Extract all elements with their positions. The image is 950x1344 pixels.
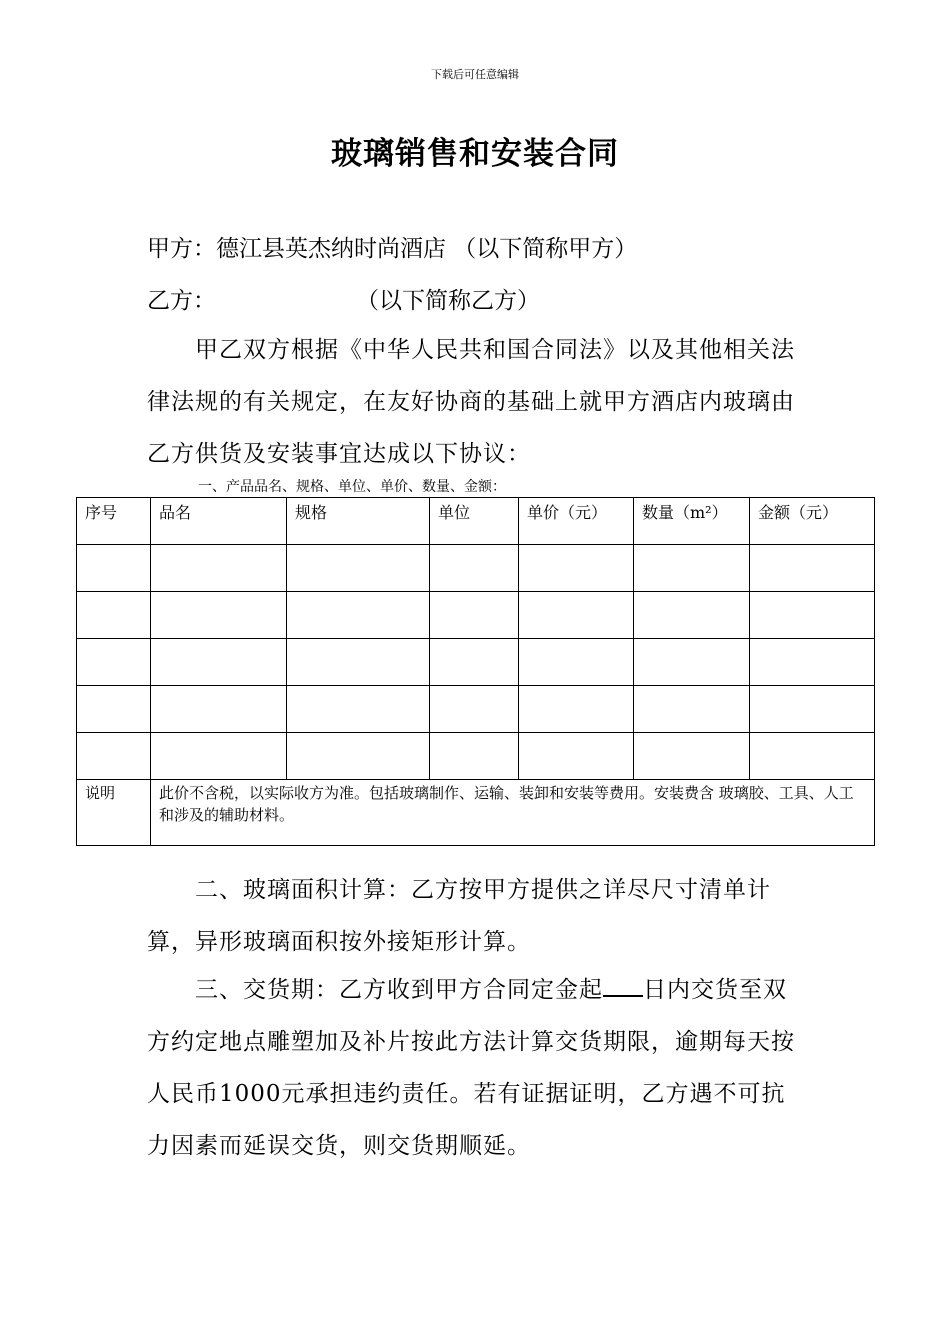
table-cell — [430, 639, 519, 686]
delivery-days-blank — [603, 975, 643, 997]
table-cell — [151, 545, 287, 592]
table-cell — [519, 733, 634, 780]
table-cell — [287, 686, 430, 733]
table-cell — [151, 733, 287, 780]
section3-text-post: 日内交货至双方约定地点雕塑加及补片按此方法计算交货期限，逾期每天按人民币1000元承担违约责任。若有证据证明，乙方遇不可抗力因素而延误交货，则交货期顺延。 — [147, 977, 795, 1159]
note-label: 说明 — [77, 780, 151, 846]
header-unit-price: 单价（元） — [519, 498, 634, 545]
table-cell — [151, 686, 287, 733]
table-cell — [430, 592, 519, 639]
table-row — [77, 639, 875, 686]
header-unit: 单位 — [430, 498, 519, 545]
table-cell — [750, 639, 875, 686]
table-cell — [634, 733, 750, 780]
table-cell — [77, 733, 151, 780]
table-cell — [519, 686, 634, 733]
table-cell — [750, 686, 875, 733]
party-b-line — [147, 282, 540, 315]
contract-title: 玻璃销售和安装合同 — [331, 136, 619, 172]
table-row — [77, 545, 875, 592]
table-cell — [634, 686, 750, 733]
section3-paragraph — [147, 964, 807, 1172]
table-row — [77, 686, 875, 733]
table-cell — [750, 733, 875, 780]
table-cell — [77, 545, 151, 592]
party-b-suffix: （以下简称乙方） — [356, 288, 540, 314]
table-cell — [750, 592, 875, 639]
table-cell — [287, 733, 430, 780]
section2-paragraph: 二、玻璃面积计算：乙方按甲方提供之详尽尺寸清单计算，异形玻璃面积按外接矩形计算。 — [147, 877, 771, 955]
product-table — [76, 497, 875, 846]
table-header-row — [77, 498, 875, 545]
table-cell — [287, 592, 430, 639]
table-cell — [634, 592, 750, 639]
header-index: 序号 — [77, 498, 151, 545]
table-cell — [151, 639, 287, 686]
header-amount: 金额（元） — [750, 498, 875, 545]
table-cell — [430, 686, 519, 733]
party-a-line: 甲方：德江县英杰纳时尚酒店 （以下简称甲方） — [147, 236, 638, 262]
table-cell — [77, 592, 151, 639]
table-cell — [519, 545, 634, 592]
table-cell — [77, 639, 151, 686]
table-cell — [430, 733, 519, 780]
intro-paragraph: 甲乙双方根据《中华人民共和国合同法》以及其他相关法律法规的有关规定，在友好协商的基础上就甲方酒店内玻璃由乙方供货及安装事宜达成以下协议： — [147, 337, 795, 467]
note-text: 此价不含税，以实际收方为准。包括玻璃制作、运输、装卸和安装等费用。安装费含 玻璃胶、工具、人工和涉及的辅助材料。 — [151, 780, 875, 846]
table-cell — [519, 639, 634, 686]
header-note: 下载后可任意编辑 — [431, 68, 519, 81]
header-product-name: 品名 — [151, 498, 287, 545]
table-row — [77, 733, 875, 780]
header-spec: 规格 — [287, 498, 430, 545]
table-cell — [519, 592, 634, 639]
section1-caption: 一、产品品名、规格、单位、单价、数量、金额： — [198, 479, 506, 495]
table-cell — [287, 639, 430, 686]
table-cell — [750, 545, 875, 592]
section3-text-pre: 三、交货期：乙方收到甲方合同定金起 — [195, 977, 603, 1003]
header-quantity: 数量（m²） — [634, 498, 750, 545]
table-cell — [430, 545, 519, 592]
table-cell — [77, 686, 151, 733]
table-cell — [287, 545, 430, 592]
table-row — [77, 592, 875, 639]
table-cell — [634, 639, 750, 686]
table-note-row — [77, 780, 875, 846]
table-cell — [634, 545, 750, 592]
table-cell — [151, 592, 287, 639]
party-b-label: 乙方： — [147, 288, 216, 314]
